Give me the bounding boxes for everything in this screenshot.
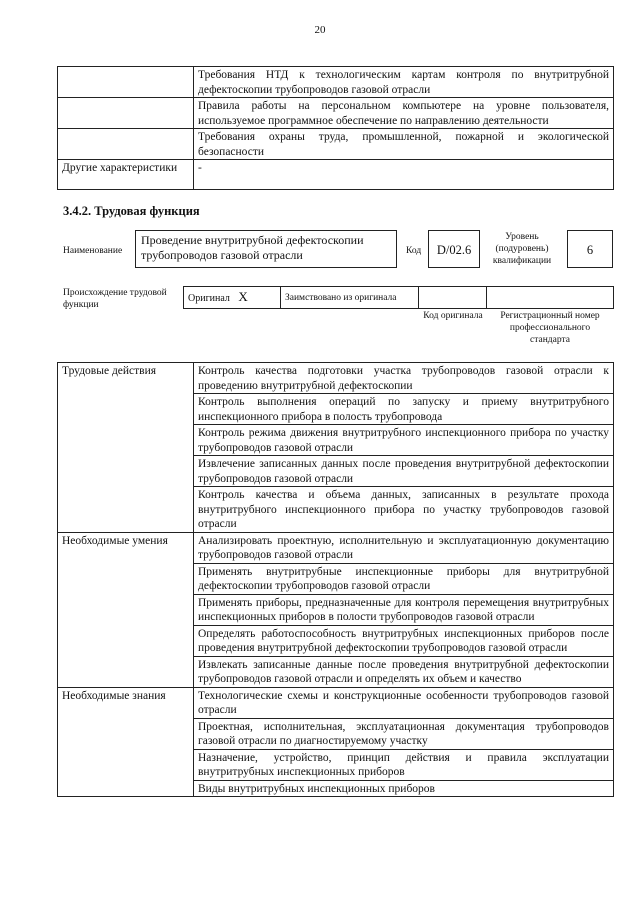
level-label: Уровень (подуровень) квалификации <box>492 232 552 266</box>
list-item: Определять работоспособность внутритрубных инспекционных приборов после проведения внутритрубной дефектоскопии трубопроводов газовой отрасли <box>194 625 614 656</box>
level-value: 6 <box>586 243 594 257</box>
table-row <box>58 160 614 190</box>
row-text: Требования НТД к технологическим картам контроля по внутритрубной дефектоскопии трубопроводов газовой отрасли <box>194 67 614 98</box>
list-item: Контроль качества подготовки участка трубопроводов газовой отрасли к проведению внутритрубной дефектоскопии <box>194 363 614 394</box>
list-item: Виды внутритрубных инспекционных приборов <box>194 780 614 797</box>
row-text: - <box>194 160 614 190</box>
name-value: Проведение внутритрубной дефектоскопии трубопроводов газовой отрасли <box>141 233 364 262</box>
table-row <box>58 98 614 129</box>
name-label: Наименование <box>63 246 123 256</box>
table-row <box>58 687 614 718</box>
page-number: 20 <box>314 24 326 36</box>
origin-original-cell <box>184 287 281 309</box>
code-caption: Код оригинала <box>423 311 483 321</box>
list-item: Извлечение записанных данных после проведения внутритрубной дефектоскопии трубопроводов газовой отрасли <box>194 456 614 487</box>
list-item: Контроль качества и объема данных, записанных в результате прохода внутритрубного инспекционного прибора по участку трубопроводов газовой отрасли <box>194 487 614 533</box>
level-value-box <box>567 230 613 268</box>
table-row <box>58 363 614 394</box>
list-item: Анализировать проектную, исполнительную и эксплуатационную документацию трубопроводов газовой отрасли <box>194 532 614 563</box>
table-row <box>58 532 614 563</box>
section-heading: 3.4.2. Трудовая функция <box>63 204 200 218</box>
list-item: Технологические схемы и конструкционные особенности трубопроводов газовой отрасли <box>194 687 614 718</box>
row-text: Требования охраны труда, промышленной, пожарной и экологической безопасности <box>194 129 614 160</box>
group-label-knowledge: Необходимые знания <box>58 687 194 797</box>
code-value-box <box>428 230 480 268</box>
origin-code-cell <box>419 287 487 309</box>
row-label: Другие характеристики <box>58 160 194 190</box>
list-item: Извлекать записанные данные после проведения внутритрубной дефектоскопии трубопроводов газовой отрасли и определять их объем и качество <box>194 656 614 687</box>
table-row <box>58 129 614 160</box>
list-item: Проектная, исполнительная, эксплуатационная документация трубопроводов газовой отрасли по диагностируемому участку <box>194 718 614 749</box>
borrowed-cell: Заимствовано из оригинала <box>281 287 419 309</box>
table-row <box>58 67 614 98</box>
original-mark: X <box>238 288 248 304</box>
list-item: Применять внутритрубные инспекционные приборы для внутритрубной дефектоскопии трубопроводов газовой отрасли <box>194 563 614 594</box>
row-label <box>58 98 194 129</box>
list-item: Контроль режима движения внутритрубного инспекционного прибора по участку трубопроводов газовой отрасли <box>194 425 614 456</box>
group-label-skills: Необходимые умения <box>58 532 194 687</box>
row-text: Правила работы на персональном компьютере на уровне пользователя, используемое программное обеспечение по направлению деятельности <box>194 98 614 129</box>
labor-function-table <box>57 362 614 797</box>
code-value: D/02.6 <box>436 243 472 257</box>
list-item: Контроль выполнения операций по запуску и приему внутритрубного инспекционного прибора в полость трубопровода <box>194 394 614 425</box>
origin-reg-cell <box>487 287 614 309</box>
list-item: Применять приборы, предназначенные для контроля перемещения внутритрубных инспекционных приборов в полости трубопроводов газовой отрасли <box>194 594 614 625</box>
row-label <box>58 67 194 98</box>
list-item: Назначение, устройство, принцип действия и правила эксплуатации внутритрубных инспекционных приборов <box>194 749 614 780</box>
group-label-actions: Трудовые действия <box>58 363 194 533</box>
origin-table <box>183 286 614 309</box>
origin-label: Происхождение трудовой функции <box>63 288 167 310</box>
row-label <box>58 129 194 160</box>
name-value-box <box>135 230 397 268</box>
reg-caption: Регистрационный номер профессионального стандарта <box>500 311 600 345</box>
original-label: Оригинал <box>188 292 230 304</box>
top-characteristics-table <box>57 66 614 190</box>
code-label: Код <box>406 246 422 256</box>
